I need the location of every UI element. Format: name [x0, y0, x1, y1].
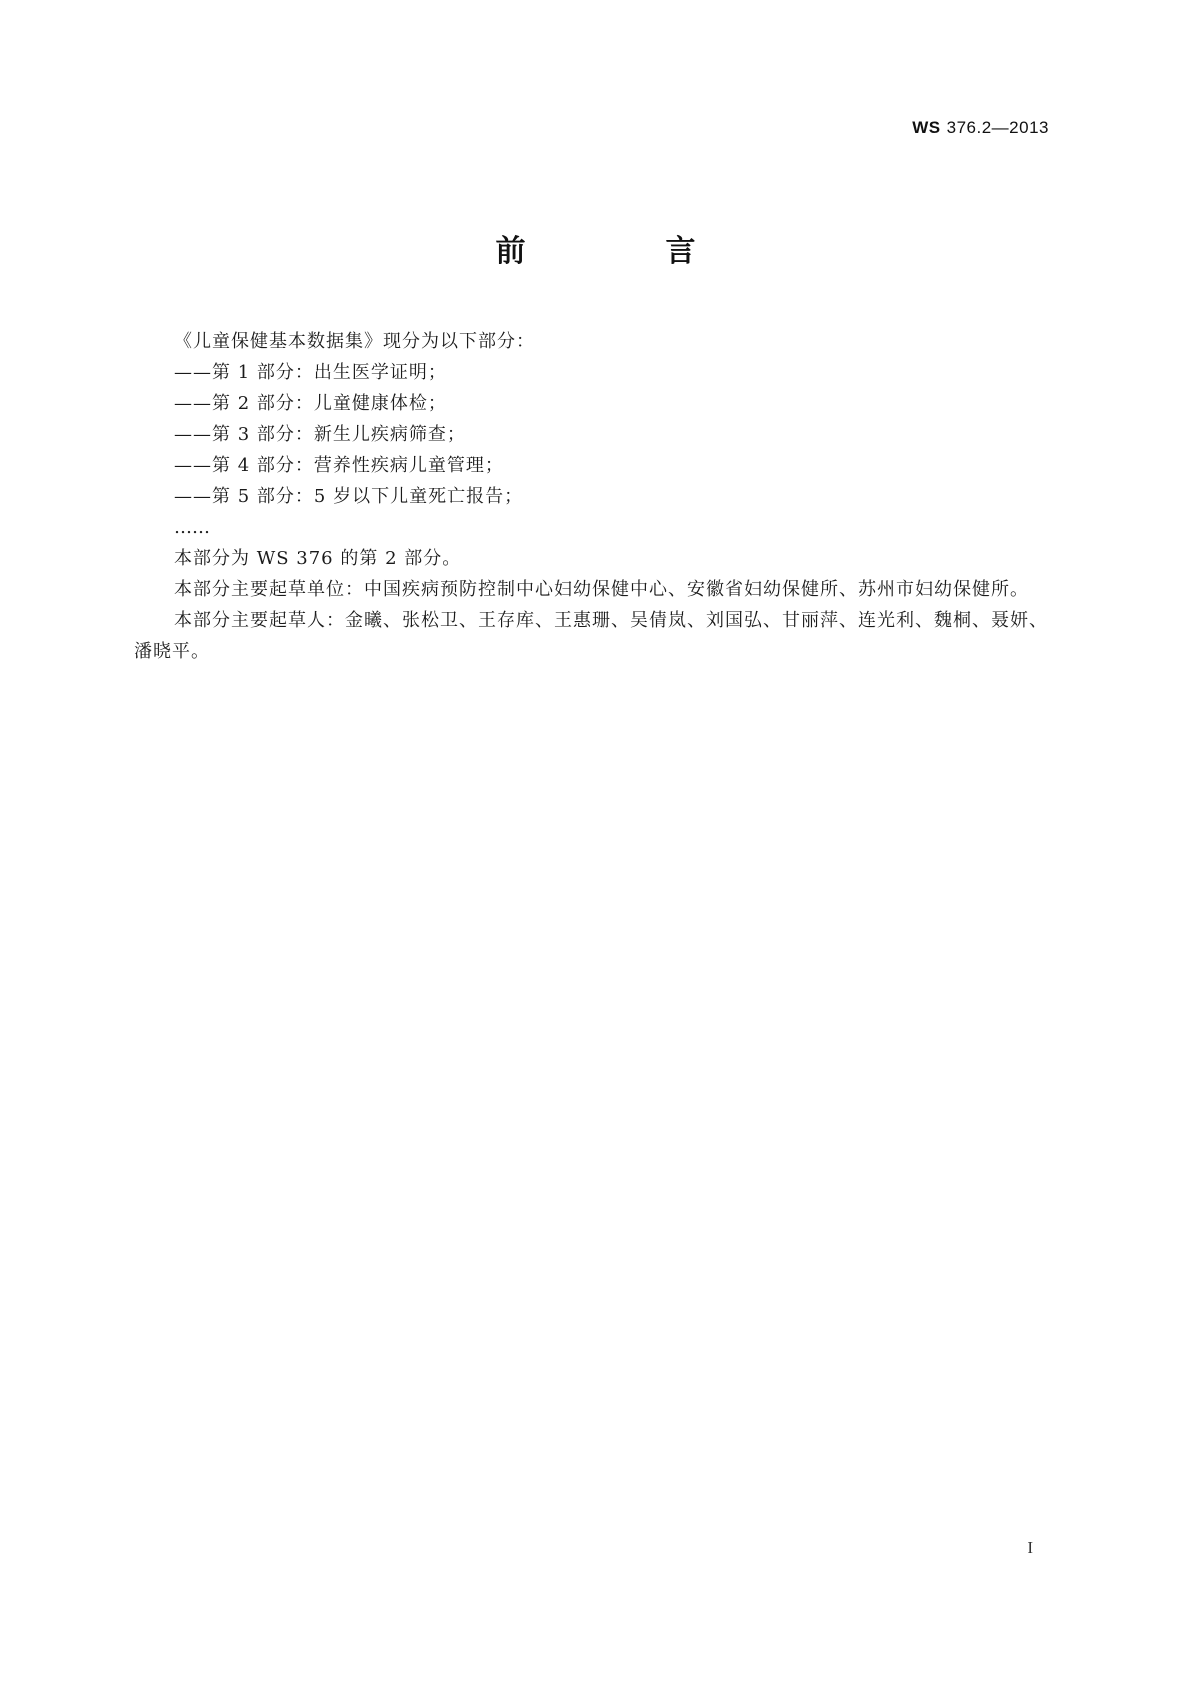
- intro-text: 《儿童保健基本数据集》现分为以下部分：: [174, 331, 535, 352]
- part-item-5: ——第 5 部分：5 岁以下儿童死亡报告；: [174, 486, 524, 507]
- part-item-3: ——第 3 部分：新生儿疾病筛查；: [174, 424, 466, 445]
- standard-number: 376.2—2013: [946, 118, 1049, 137]
- ellipsis: ……: [174, 517, 210, 538]
- part-item-2: ——第 2 部分：儿童健康体检；: [174, 393, 447, 414]
- part-item-4: ——第 4 部分：营养性疾病儿童管理；: [174, 455, 504, 476]
- page-title: 前 言: [495, 234, 751, 269]
- standard-code: [912, 118, 1049, 138]
- part-item-1: ——第 1 部分：出生医学证明；: [174, 362, 447, 383]
- page-number: I: [1027, 1538, 1033, 1557]
- standard-prefix: WS: [912, 118, 941, 137]
- part-statement: 本部分为 WS 376 的第 2 部分。: [174, 548, 462, 569]
- drafting-people: 本部分主要起草人：金曦、张松卫、王存库、王惠珊、吴倩岚、刘国弘、甘丽萍、连光利、魏桐、聂妍、潘晓平。: [134, 610, 1048, 662]
- foreword-body: [134, 326, 1066, 667]
- drafting-units: 本部分主要起草单位：中国疾病预防控制中心妇幼保健中心、安徽省妇幼保健所、苏州市妇幼保健所。: [174, 579, 1029, 600]
